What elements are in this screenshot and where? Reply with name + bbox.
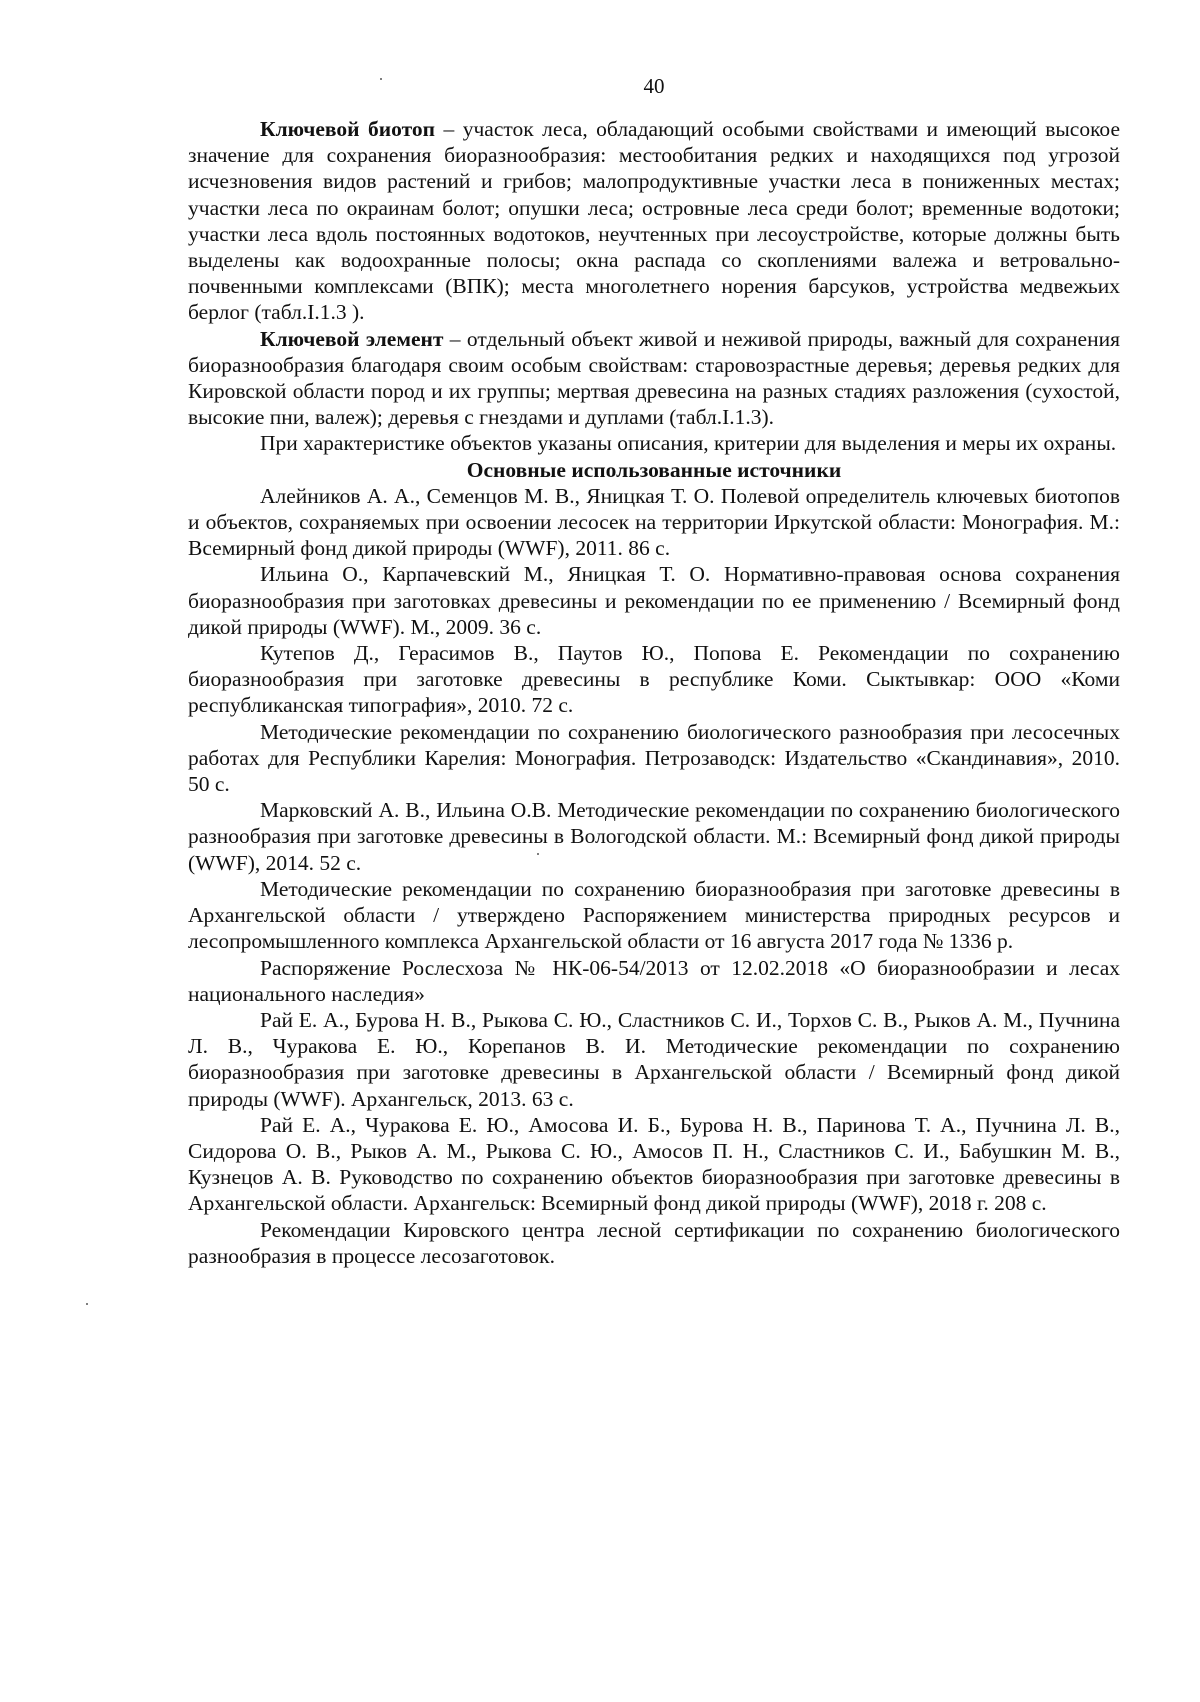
definition-text: – участок леса, обладающий особыми свойствами и имеющий высокое значение для сохранения биоразнообразия: местообитания редких и находящихся под угрозой исчезновения видов растений и грибов; малопродуктивные участки леса в пониженных местах; участки леса по окраинам болот; опушки леса; островные леса среди болот; временные водотоки; участки леса вдоль постоянных водотоков, неучтенных при лесоустройстве, которые должны быть выделены как водоохранные полосы; окна распада со скоплениями валежа и ветровально-почвенными комплексами (ВПК); места многолетнего норения барсуков, устройства медвежьих берлог (табл.I.1.3 ). bbox=[188, 117, 1120, 325]
definition-term: Ключевой биотоп bbox=[260, 117, 436, 141]
source-item: Ильина О., Карпачевский М., Яницкая Т. О. Нормативно-правовая основа сохранения биоразнообразия при заготовках древесины и рекомендации по ее применению / Всемирный фонд дикой природы (WWF). М., 2009. 36 с. bbox=[188, 562, 1120, 639]
source-item: Распоряжение Рослесхоза № НК-06-54/2013 от 12.02.2018 «О биоразнообразии и лесах национального наследия» bbox=[188, 955, 1120, 1006]
page-number: 40 bbox=[643, 74, 665, 98]
definition-key-biotope bbox=[188, 116, 1120, 326]
source-item: Рай Е. А., Чуракова Е. Ю., Амосова И. Б., Бурова Н. В., Паринова Т. А., Пучнина Л. В., Сидорова О. В., Рыков А. М., Рыкова С. Ю., Амосов П. Н., Сластников С. И., Бабушкин М. В., Кузнецов А. В. Руководство по сохранению объектов биоразнообразия при заготовке древесины в Архангельской области. Архангельск: Всемирный фонд дикой природы (WWF), 2018 г. 208 с. bbox=[188, 1112, 1120, 1216]
source-item: Методические рекомендации по сохранению биологического разнообразия при лесосечных работах для Республики Карелия: Монография. Петрозаводск: Издательство «Скандинавия», 2010. 50 с. bbox=[188, 719, 1120, 797]
definition-term: Ключевой элемент bbox=[260, 326, 444, 351]
scan-speck bbox=[86, 1303, 88, 1305]
sources-heading: Основные использованные источники bbox=[466, 457, 842, 482]
objects-note: При характеристике объектов указаны описания, критерии для выделения и меры их охраны. bbox=[260, 431, 1117, 456]
source-item: Методические рекомендации по сохранению биоразнообразия при заготовке древесины в Архангельской области / утверждено Распоряжением министерства природных ресурсов и лесопромышленного комплекса Архангельской области от 16 августа 2017 года № 1336 р. bbox=[188, 876, 1120, 954]
source-item: Алейников А. А., Семенцов М. В., Яницкая Т. О. Полевой определитель ключевых биотопов и объектов, сохраняемых при освоении лесосек на территории Иркутской области: Монография. М.: Всемирный фонд дикой природы (WWF), 2011. 86 с. bbox=[188, 483, 1120, 561]
source-item: Рай Е. А., Бурова Н. В., Рыкова С. Ю., Сластников С. И., Торхов С. В., Рыков А. М., Пучнина Л. В., Чуракова Е. Ю., Корепанов В. И. Методические рекомендации по сохранению биоразнообразия при заготовке древесины в Архангельской области / Всемирный фонд дикой природы (WWF). Архангельск, 2013. 63 с. bbox=[188, 1007, 1120, 1111]
document-page bbox=[188, 74, 1120, 1269]
source-item: Кутепов Д., Герасимов В., Паутов Ю., Попова Е. Рекомендации по сохранению биоразнообразия при заготовке древесины в республике Коми. Сыктывкар: ООО «Коми республиканская типография», 2010. 72 с. bbox=[188, 641, 1120, 718]
definition-key-element bbox=[188, 326, 1120, 431]
source-item: Марковский А. В., Ильина О.В. Методические рекомендации по сохранению биологического разнообразия при заготовке древесины в Вологодской области. М.: Всемирный фонд дикой природы (WWF), 2014. 52 с. bbox=[188, 798, 1120, 875]
definition-text: – отдельный объект живой и неживой природы, важный для сохранения биоразнообразия благодаря своим особым свойствам: старовозрастные деревья; деревья редких для Кировской области пород и их группы; мертвая древесина на разных стадиях разложения (сухостой, высокие пни, валеж); деревья с гнездами и дуплами (табл.I.1.3). bbox=[188, 326, 1120, 430]
source-item: Рекомендации Кировского центра лесной сертификации по сохранению биологического разнообразия в процессе лесозаготовок. bbox=[188, 1217, 1120, 1268]
sources-list bbox=[188, 483, 1120, 1269]
